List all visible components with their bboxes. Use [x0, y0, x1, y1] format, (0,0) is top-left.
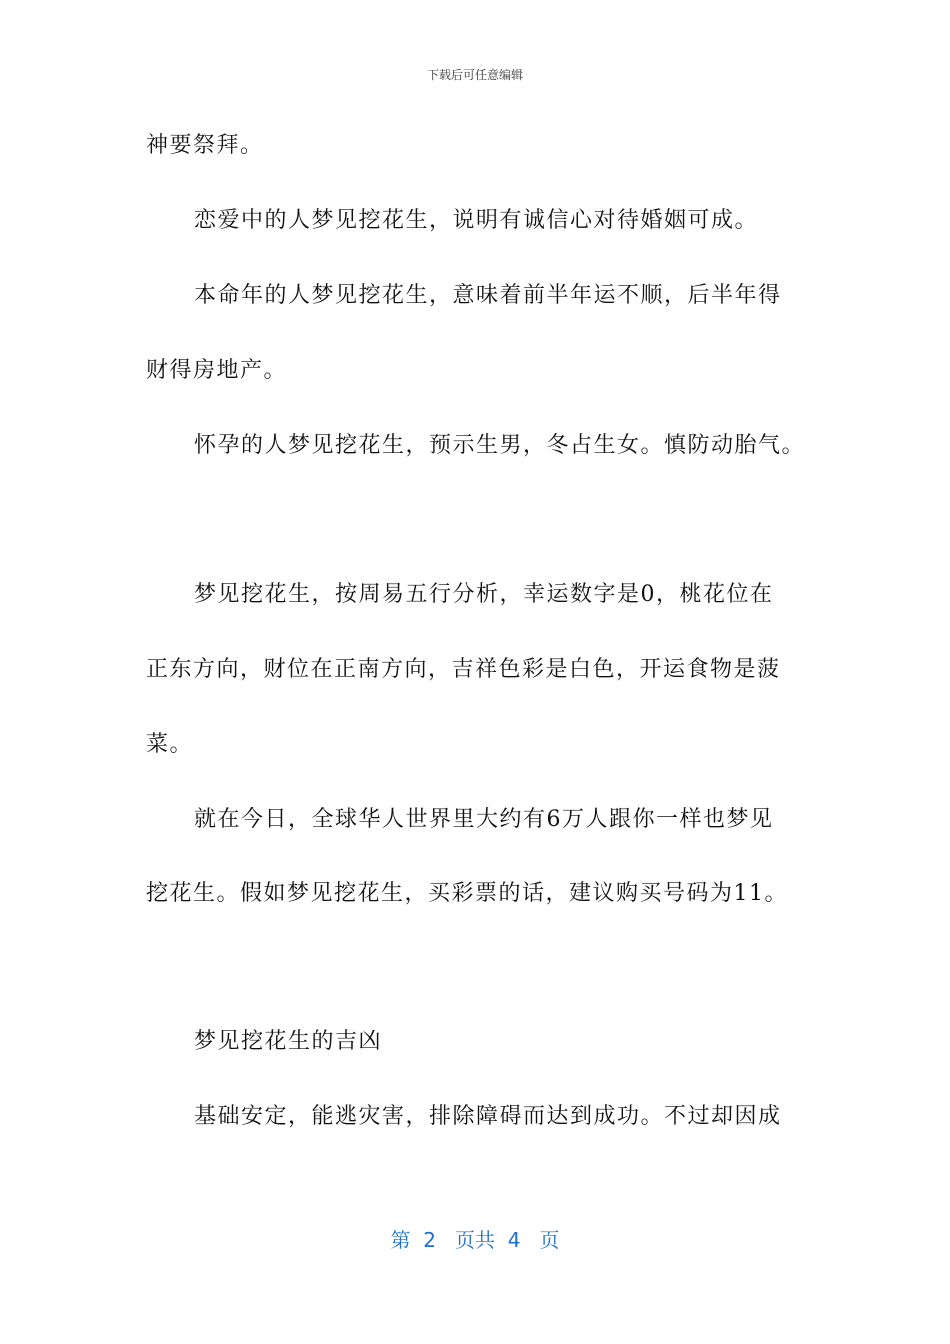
paragraph-line: 挖花生。假如梦见挖花生，买彩票的话，建议购买号码为11。 [146, 881, 788, 906]
footer-page-number: 2 [423, 1228, 436, 1252]
footer-total-pages: 4 [507, 1228, 521, 1252]
paragraph-line: 正东方向，财位在正南方向，吉祥色彩是白色，开运食物是菠 [146, 657, 781, 682]
paragraph-line: 梦见挖花生，按周易五行分析，幸运数字是0，桃花位在 [194, 582, 774, 607]
page-header: 下载后可任意编辑 [426, 68, 523, 82]
paragraph-line: 菜。 [146, 732, 194, 757]
section-heading: 梦见挖花生的吉凶 [194, 1029, 383, 1054]
paragraph-line: 本命年的人梦见挖花生，意味着前半年运不顺，后半年得 [194, 283, 782, 308]
paragraph-line: 恋爱中的人梦见挖花生，说明有诚信心对待婚姻可成。 [194, 208, 759, 233]
paragraph-line: 基础安定，能逃灾害，排除障碍而达到成功。不过却因成 [194, 1104, 782, 1129]
footer-prefix: 第 [390, 1228, 411, 1252]
footer-suffix: 页 [539, 1228, 560, 1252]
footer-middle: 页共 [455, 1228, 495, 1252]
paragraph-line: 财得房地产。 [146, 358, 288, 383]
paragraph-line: 神要祭拜。 [146, 133, 264, 158]
paragraph-line: 怀孕的人梦见挖花生，预示生男，冬占生女。慎防动胎气。 [194, 433, 806, 458]
page-footer [0, 1224, 950, 1253]
paragraph-line: 就在今日，全球华人世界里大约有6万人跟你一样也梦见 [194, 807, 774, 832]
